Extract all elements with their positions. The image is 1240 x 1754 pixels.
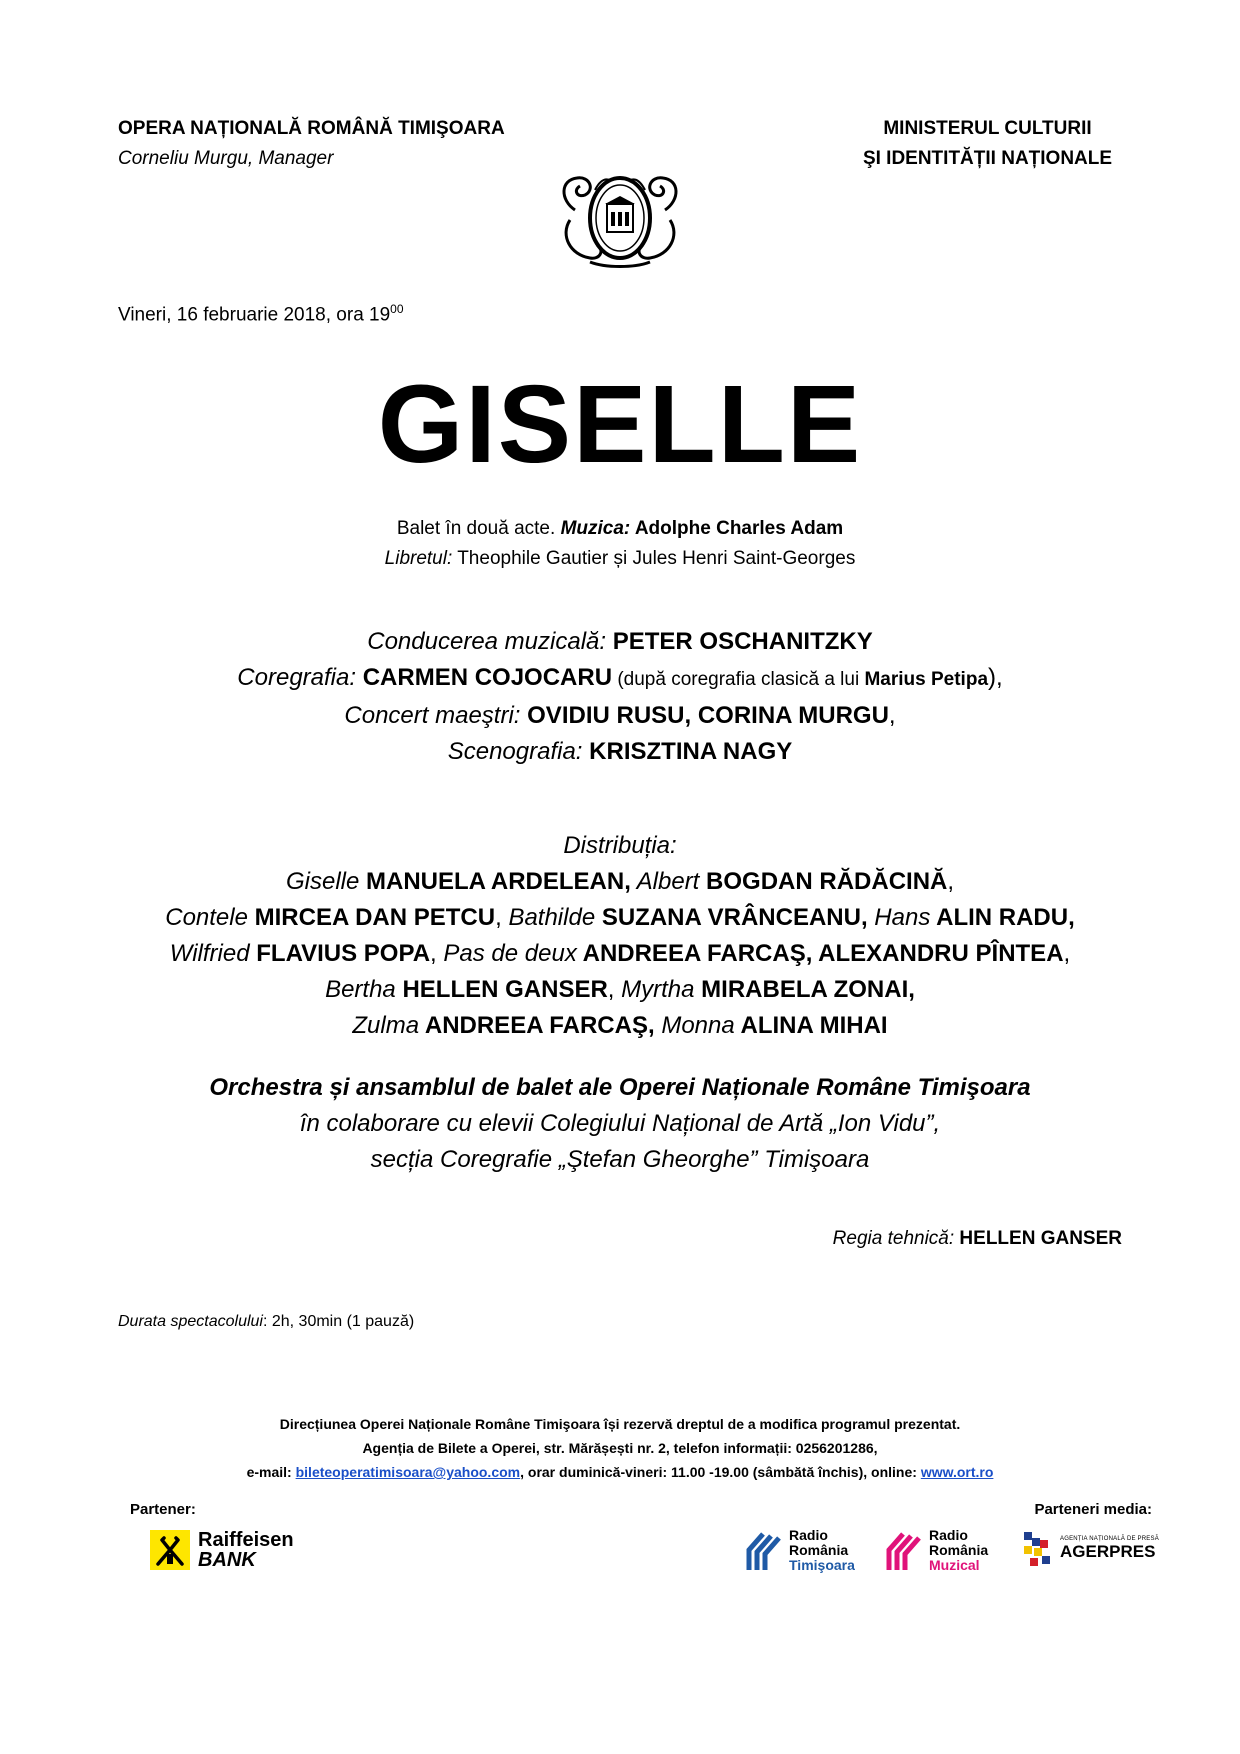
libretto-label: Libretul: xyxy=(384,548,453,569)
credit-conductor xyxy=(0,624,1240,660)
choreography-name: CARMEN COJOCARU xyxy=(356,664,613,691)
cast-row-1 xyxy=(0,864,1240,900)
page-title: GISELLE xyxy=(377,363,863,486)
orchestra-block xyxy=(0,1070,1240,1178)
cast-role: Hans xyxy=(867,904,931,931)
cast-row-3 xyxy=(0,936,1240,972)
concertmasters-label: Concert maeştri: xyxy=(344,702,521,729)
cast-name: ALIN RADU, xyxy=(930,904,1075,931)
cast-name: BOGDAN RĂDĂCINĂ xyxy=(699,868,948,895)
cast-role: Bathilde xyxy=(508,904,596,931)
agerpres-mosaic-icon xyxy=(1022,1528,1056,1570)
rr-muz-line1: Radio xyxy=(929,1527,968,1543)
cast-sep: , xyxy=(1063,940,1071,967)
agerpres-name: AGERPRES xyxy=(1060,1542,1156,1561)
rr-tm-line3: Timişoara xyxy=(789,1557,855,1573)
raiffeisen-logo xyxy=(150,1530,294,1570)
conductor-name: PETER OSCHANITZKY xyxy=(606,628,873,655)
cast-name: ANDREEA FARCAŞ, xyxy=(419,1012,655,1039)
cast-name: ANDREEA FARCAŞ, ALEXANDRU PÎNTEA xyxy=(576,940,1064,967)
rr-tm-line1: Radio xyxy=(789,1527,828,1543)
footer-line1: Direcțiunea Operei Naționale Române Timişoara își rezervă dreptul de a modifica programul prezentat. xyxy=(279,1416,961,1432)
manager-line: Corneliu Murgu, Manager xyxy=(118,148,334,169)
credits-block xyxy=(0,624,1240,770)
cast-block xyxy=(0,828,1240,1044)
regia-name: HELLEN GANSER xyxy=(954,1228,1122,1249)
rr-muzical-text xyxy=(929,1528,988,1573)
header-left xyxy=(118,114,505,174)
scenography-name: KRISZTINA NAGY xyxy=(582,738,793,765)
choreography-label: Coregrafia: xyxy=(237,664,357,691)
email-link[interactable]: bileteoperatimisoara@yahoo.com xyxy=(295,1464,521,1480)
raiffeisen-text xyxy=(198,1530,294,1570)
duration xyxy=(118,1313,414,1331)
agerpres-text xyxy=(1060,1536,1159,1562)
ministry-line1: MINISTERUL CULTURII xyxy=(883,118,1092,139)
cast-name: MANUELA ARDELEAN, xyxy=(359,868,631,895)
conductor-label: Conducerea muzicală: xyxy=(367,628,607,655)
credit-choreography xyxy=(0,660,1240,698)
cast-sep: , xyxy=(430,940,444,967)
concertmasters-end: , xyxy=(888,702,896,729)
cast-row-4 xyxy=(0,972,1240,1008)
hours-text: , orar duminică-vineri: 11.00 -19.00 (sâmbătă închis), online: xyxy=(520,1464,921,1480)
credit-scenography xyxy=(0,734,1240,770)
choreography-original: Marius Petipa xyxy=(864,669,989,690)
orchestra-line2: în colaborare cu elevii Colegiului Național de Artă „Ion Vidu”, xyxy=(299,1110,941,1137)
footer-line2: Agenția de Bilete a Operei, str. Mărășești nr. 2, telefon informații: 0256201286, xyxy=(362,1440,878,1456)
cast-name: SUZANA VRÂNCEANU, xyxy=(595,904,868,931)
radio-waves-icon xyxy=(745,1530,785,1572)
website-link[interactable]: www.ort.ro xyxy=(920,1464,994,1480)
raiffeisen-gable-icon xyxy=(150,1530,190,1570)
concertmasters-names: OVIDIU RUSU, CORINA MURGU xyxy=(520,702,889,729)
date-time-sup: 00 xyxy=(390,302,404,316)
cast-role: Albert xyxy=(630,868,700,895)
orchestra-line3: secția Coregrafie „Ştefan Gheorghe” Timişoara xyxy=(370,1146,870,1173)
libretto-authors: Theophile Gautier și Jules Henri Saint-Georges xyxy=(452,548,856,569)
duration-value: : 2h, 30min (1 pauză) xyxy=(262,1313,415,1330)
music-label: Muzica: xyxy=(560,518,631,539)
opera-crest-icon xyxy=(555,170,685,270)
cast-name: MIRABELA ZONAI, xyxy=(694,976,915,1003)
cast-role: Bertha xyxy=(325,976,396,1003)
raiffeisen-bank: BANK xyxy=(198,1549,256,1571)
duration-label: Durata spectacolului xyxy=(118,1313,263,1330)
cast-row-2 xyxy=(0,900,1240,936)
media-partners-label: Parteneri media: xyxy=(1034,1501,1152,1518)
rr-muz-line3: Muzical xyxy=(929,1557,980,1573)
footer-line3 xyxy=(0,1460,1240,1484)
opera-name: OPERA NAȚIONALĂ ROMÂNĂ TIMIŞOARA xyxy=(118,118,505,139)
cast-name: FLAVIUS POPA xyxy=(249,940,431,967)
cast-sep: , xyxy=(495,904,509,931)
header-right xyxy=(845,114,1130,174)
choreography-note: (după coregrafia clasică a lui xyxy=(612,669,865,690)
raiffeisen-name: Raiffeisen xyxy=(198,1529,294,1551)
cast-role: Contele xyxy=(165,904,248,931)
partner-label: Partener: xyxy=(130,1501,196,1518)
rr-tm-line2: România xyxy=(789,1542,849,1558)
subtitle-line1 xyxy=(0,514,1240,544)
footer-notice xyxy=(0,1412,1240,1484)
cast-row-5 xyxy=(0,1008,1240,1044)
radio-waves-icon xyxy=(885,1530,925,1572)
cast-role: Wilfried xyxy=(169,940,250,967)
radio-romania-timisoara-logo xyxy=(745,1528,855,1573)
cast-role: Zulma xyxy=(352,1012,420,1039)
technical-direction xyxy=(833,1228,1122,1250)
cast-sep: , xyxy=(947,868,955,895)
credit-concertmasters xyxy=(0,698,1240,734)
cast-name: ALINA MIHAI xyxy=(734,1012,888,1039)
ministry-line2: ŞI IDENTITĂȚII NAȚIONALE xyxy=(862,148,1113,169)
cast-label: Distribuția: xyxy=(563,832,677,859)
rr-timisoara-text xyxy=(789,1528,855,1573)
email-label: e-mail: xyxy=(246,1464,296,1480)
cast-sep: , xyxy=(607,976,622,1003)
subtitle-genre: Balet în două acte. xyxy=(396,518,561,539)
subtitle-line2 xyxy=(0,544,1240,574)
cast-name: HELLEN GANSER xyxy=(395,976,608,1003)
music-composer: Adolphe Charles Adam xyxy=(630,518,844,539)
cast-name: MIRCEA DAN PETCU xyxy=(247,904,496,931)
performance-date xyxy=(118,302,404,326)
agerpres-tagline: AGENȚIA NAȚIONALĂ DE PRESĂ xyxy=(1060,1536,1159,1542)
cast-role: Giselle xyxy=(285,868,360,895)
agerpres-logo xyxy=(1022,1528,1159,1570)
radio-romania-muzical-logo xyxy=(885,1528,988,1573)
rr-muz-line2: România xyxy=(929,1542,989,1558)
scenography-label: Scenografia: xyxy=(447,738,583,765)
date-text: Vineri, 16 februarie 2018, ora 19 xyxy=(118,304,391,326)
cast-role: Pas de deux xyxy=(443,940,577,967)
cast-role: Monna xyxy=(654,1012,735,1039)
regia-label: Regia tehnică: xyxy=(832,1228,955,1249)
cast-role: Myrtha xyxy=(621,976,695,1003)
choreography-note-end: ), xyxy=(988,664,1003,691)
orchestra-line1: Orchestra și ansamblul de balet ale Operei Naționale Române Timişoara xyxy=(209,1074,1031,1101)
